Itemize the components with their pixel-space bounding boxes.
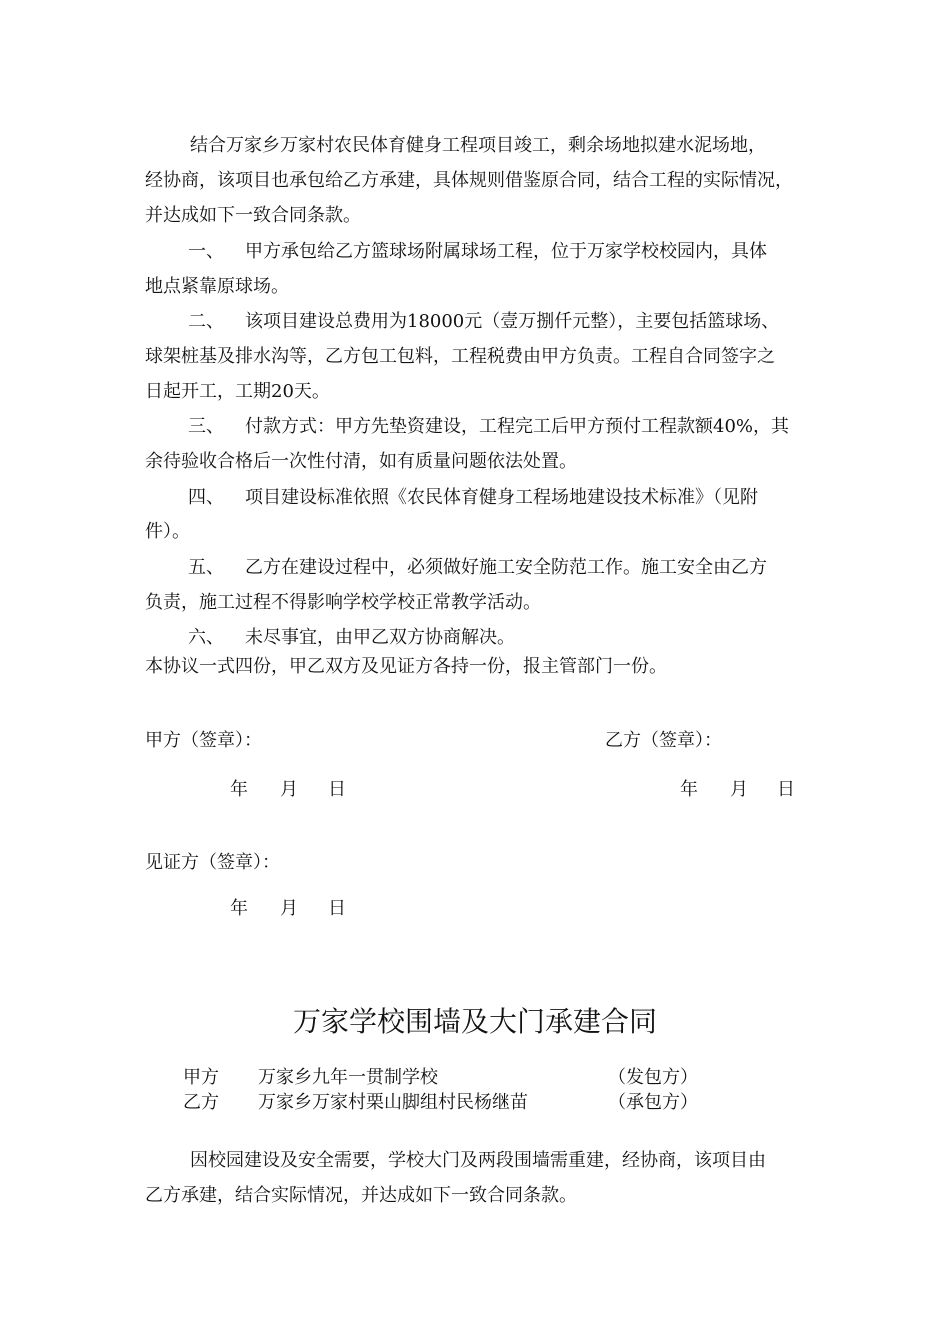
clause-4-number: 四、 [188,487,224,508]
clause-6-line-1: 未尽事宜，由甲乙双方协商解决。 [245,627,515,648]
intro-line-3: 并达成如下一致合同条款。 [145,205,361,226]
intro-line-2: 经协商，该项目也承包给乙方承建，具体规则借鉴原合同，结合工程的实际情况， [145,170,793,191]
clause-2-number: 二、 [188,311,224,332]
witness-date-month: 月 [280,898,298,919]
party-b-signature-label: 乙方（签章）： [605,730,722,751]
party-a-date-month: 月 [280,779,298,800]
party-b-date-year: 年 [680,779,698,800]
clause-2-line-3: 日起开工，工期20天。 [145,381,330,402]
party-a-signature-label: 甲方（签章）： [145,730,262,751]
clause-6-number: 六、 [188,627,224,648]
contract-2-party-a-label: 甲方 [183,1067,219,1088]
witness-date-day: 日 [328,898,346,919]
clause-5-line-1: 乙方在建设过程中，必须做好施工安全防范工作。施工安全由乙方 [245,557,767,578]
clause-1-line-1: 甲方承包给乙方篮球场附属球场工程，位于万家学校校园内，具体 [245,241,767,262]
witness-signature-label: 见证方（签章）： [145,852,280,873]
contract-2-title: 万家学校围墙及大门承建合同 [292,1005,657,1038]
intro-line-1: 结合万家乡万家村农民体育健身工程项目竣工，剩余场地拟建水泥场地， [190,135,766,156]
clause-1-line-2: 地点紧靠原球场。 [145,276,289,297]
contract-2-party-a-name: 万家乡九年一贯制学校 [258,1067,438,1088]
clause-5-number: 五、 [188,557,224,578]
contract-2-intro-line-2: 乙方承建，结合实际情况，并达成如下一致合同条款。 [145,1185,577,1206]
contract-2-party-b-role: （承包方） [608,1092,698,1113]
contract-2-party-b-name: 万家乡万家村栗山脚组村民杨继苗 [258,1092,528,1113]
copies-statement: 本协议一式四份，甲乙双方及见证方各持一份，报主管部门一份。 [145,656,667,677]
clause-4-line-2: 件）。 [145,521,190,542]
contract-2-intro-line-1: 因校园建设及安全需要，学校大门及两段围墙需重建，经协商，该项目由 [190,1150,766,1171]
clause-4-line-1: 项目建设标准依照《农民体育健身工程场地建设技术标准》（见附 [245,487,758,508]
clause-2-line-2: 球架桩基及排水沟等，乙方包工包料，工程税费由甲方负责。工程自合同签字之 [145,346,775,367]
witness-date-year: 年 [230,898,248,919]
contract-2-party-a-role: （发包方） [608,1067,698,1088]
party-a-date-day: 日 [328,779,346,800]
party-b-date-day: 日 [777,779,795,800]
party-b-date-month: 月 [730,779,748,800]
clause-3-line-2: 余待验收合格后一次性付清，如有质量问题依法处置。 [145,451,577,472]
clause-1-number: 一、 [188,241,224,262]
clause-3-number: 三、 [188,416,224,437]
contract-2-party-b-label: 乙方 [183,1092,219,1113]
clause-2-line-1: 该项目建设总费用为18000元（壹万捌仟元整），主要包括篮球场、 [245,311,780,332]
clause-5-line-2: 负责，施工过程不得影响学校学校正常教学活动。 [145,592,541,613]
clause-3-line-1: 付款方式：甲方先垫资建设，工程完工后甲方预付工程款额40%，其 [245,416,790,437]
party-a-date-year: 年 [230,779,248,800]
